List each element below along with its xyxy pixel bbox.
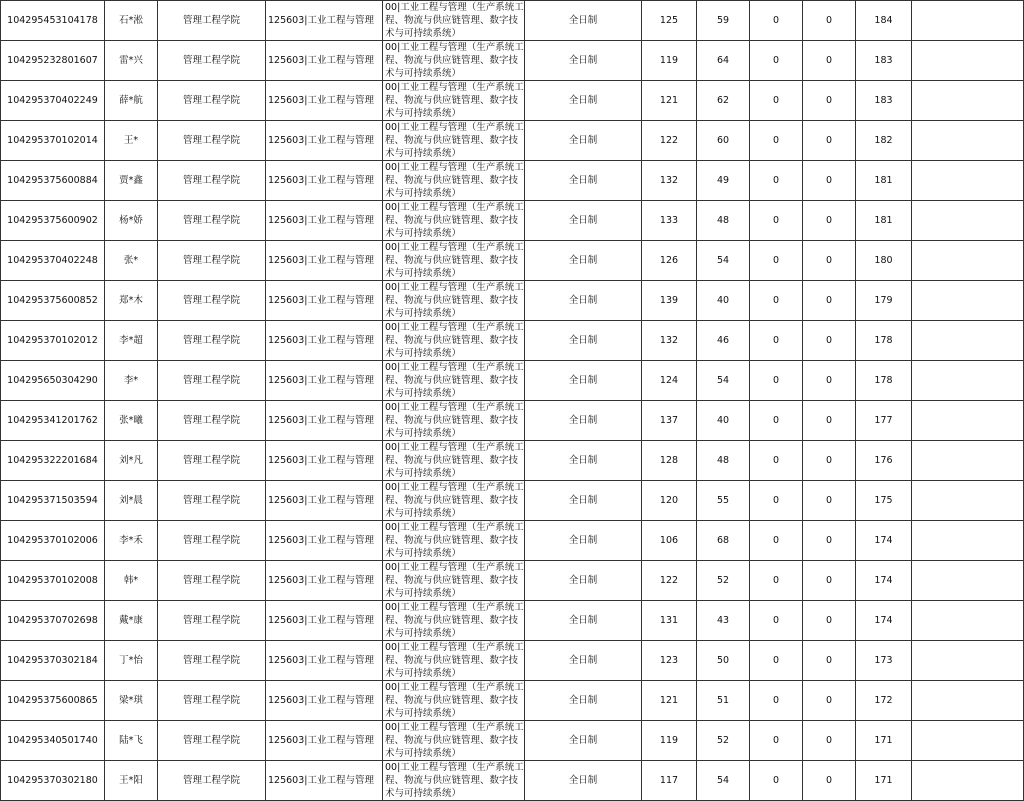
score-4-cell: 0 <box>803 121 856 161</box>
score-2-cell: 64 <box>697 41 750 81</box>
score-3-cell: 0 <box>750 681 803 721</box>
study-mode-cell: 全日制 <box>525 41 642 81</box>
student-name-cell: 丁*怡 <box>105 641 158 681</box>
exam-id-cell: 104295650304290 <box>1 361 105 401</box>
score-3-cell: 0 <box>750 281 803 321</box>
score-2-cell: 59 <box>697 1 750 41</box>
major-cell: 125603|工业工程与管理 <box>266 201 383 241</box>
study-mode-cell: 全日制 <box>525 641 642 681</box>
study-mode-cell: 全日制 <box>525 401 642 441</box>
score-3-cell: 0 <box>750 321 803 361</box>
student-name-cell: 刘*凡 <box>105 441 158 481</box>
college-cell: 管理工程学院 <box>158 561 266 601</box>
total-score-cell: 173 <box>856 641 912 681</box>
research-direction-cell: 00|工业工程与管理（生产系统工程、物流与供应链管理、数字技术与可持续系统） <box>383 161 525 201</box>
score-4-cell: 0 <box>803 321 856 361</box>
study-mode-cell: 全日制 <box>525 681 642 721</box>
score-2-cell: 48 <box>697 201 750 241</box>
remark-cell <box>912 41 1024 81</box>
research-direction-cell: 00|工业工程与管理（生产系统工程、物流与供应链管理、数字技术与可持续系统） <box>383 1 525 41</box>
total-score-cell: 178 <box>856 321 912 361</box>
remark-cell <box>912 281 1024 321</box>
score-1-cell: 122 <box>642 121 697 161</box>
study-mode-cell: 全日制 <box>525 521 642 561</box>
score-2-cell: 43 <box>697 601 750 641</box>
college-cell: 管理工程学院 <box>158 321 266 361</box>
score-2-cell: 54 <box>697 361 750 401</box>
remark-cell <box>912 241 1024 281</box>
research-direction-cell: 00|工业工程与管理（生产系统工程、物流与供应链管理、数字技术与可持续系统） <box>383 41 525 81</box>
score-1-cell: 124 <box>642 361 697 401</box>
student-name-cell: 李*超 <box>105 321 158 361</box>
study-mode-cell: 全日制 <box>525 201 642 241</box>
score-4-cell: 0 <box>803 1 856 41</box>
study-mode-cell: 全日制 <box>525 601 642 641</box>
score-2-cell: 40 <box>697 401 750 441</box>
major-cell: 125603|工业工程与管理 <box>266 41 383 81</box>
score-3-cell: 0 <box>750 241 803 281</box>
major-cell: 125603|工业工程与管理 <box>266 681 383 721</box>
total-score-cell: 183 <box>856 81 912 121</box>
table-body <box>1 1 1024 801</box>
college-cell: 管理工程学院 <box>158 201 266 241</box>
major-cell: 125603|工业工程与管理 <box>266 281 383 321</box>
score-2-cell: 55 <box>697 481 750 521</box>
score-2-cell: 40 <box>697 281 750 321</box>
student-name-cell: 李* <box>105 361 158 401</box>
score-3-cell: 0 <box>750 201 803 241</box>
research-direction-cell: 00|工业工程与管理（生产系统工程、物流与供应链管理、数字技术与可持续系统） <box>383 561 525 601</box>
score-1-cell: 137 <box>642 401 697 441</box>
exam-id-cell: 104295371503594 <box>1 481 105 521</box>
score-4-cell: 0 <box>803 201 856 241</box>
remark-cell <box>912 201 1024 241</box>
student-name-cell: 韩* <box>105 561 158 601</box>
exam-id-cell: 104295375600884 <box>1 161 105 201</box>
total-score-cell: 181 <box>856 161 912 201</box>
score-1-cell: 132 <box>642 161 697 201</box>
total-score-cell: 172 <box>856 681 912 721</box>
exam-id-cell: 104295340501740 <box>1 721 105 761</box>
student-name-cell: 王* <box>105 121 158 161</box>
exam-id-cell: 104295370102006 <box>1 521 105 561</box>
score-1-cell: 139 <box>642 281 697 321</box>
student-name-cell: 张*曦 <box>105 401 158 441</box>
score-1-cell: 125 <box>642 1 697 41</box>
remark-cell <box>912 361 1024 401</box>
table-row <box>1 1 1024 41</box>
table-row <box>1 721 1024 761</box>
total-score-cell: 174 <box>856 601 912 641</box>
research-direction-cell: 00|工业工程与管理（生产系统工程、物流与供应链管理、数字技术与可持续系统） <box>383 281 525 321</box>
major-cell: 125603|工业工程与管理 <box>266 441 383 481</box>
score-2-cell: 54 <box>697 241 750 281</box>
total-score-cell: 181 <box>856 201 912 241</box>
score-2-cell: 52 <box>697 561 750 601</box>
study-mode-cell: 全日制 <box>525 321 642 361</box>
score-3-cell: 0 <box>750 721 803 761</box>
exam-id-cell: 104295370302180 <box>1 761 105 801</box>
score-3-cell: 0 <box>750 1 803 41</box>
total-score-cell: 178 <box>856 361 912 401</box>
remark-cell <box>912 161 1024 201</box>
score-4-cell: 0 <box>803 681 856 721</box>
student-name-cell: 陆*飞 <box>105 721 158 761</box>
research-direction-cell: 00|工业工程与管理（生产系统工程、物流与供应链管理、数字技术与可持续系统） <box>383 321 525 361</box>
total-score-cell: 179 <box>856 281 912 321</box>
total-score-cell: 171 <box>856 761 912 801</box>
score-4-cell: 0 <box>803 361 856 401</box>
total-score-cell: 176 <box>856 441 912 481</box>
score-3-cell: 0 <box>750 121 803 161</box>
total-score-cell: 174 <box>856 561 912 601</box>
score-4-cell: 0 <box>803 721 856 761</box>
research-direction-cell: 00|工业工程与管理（生产系统工程、物流与供应链管理、数字技术与可持续系统） <box>383 81 525 121</box>
score-4-cell: 0 <box>803 481 856 521</box>
remark-cell <box>912 681 1024 721</box>
table-row <box>1 521 1024 561</box>
total-score-cell: 175 <box>856 481 912 521</box>
college-cell: 管理工程学院 <box>158 161 266 201</box>
major-cell: 125603|工业工程与管理 <box>266 521 383 561</box>
study-mode-cell: 全日制 <box>525 121 642 161</box>
remark-cell <box>912 1 1024 41</box>
research-direction-cell: 00|工业工程与管理（生产系统工程、物流与供应链管理、数字技术与可持续系统） <box>383 121 525 161</box>
study-mode-cell: 全日制 <box>525 241 642 281</box>
student-name-cell: 梁*琪 <box>105 681 158 721</box>
remark-cell <box>912 641 1024 681</box>
study-mode-cell: 全日制 <box>525 281 642 321</box>
major-cell: 125603|工业工程与管理 <box>266 1 383 41</box>
score-4-cell: 0 <box>803 441 856 481</box>
total-score-cell: 184 <box>856 1 912 41</box>
student-name-cell: 李*禾 <box>105 521 158 561</box>
college-cell: 管理工程学院 <box>158 721 266 761</box>
exam-id-cell: 104295375600902 <box>1 201 105 241</box>
score-2-cell: 50 <box>697 641 750 681</box>
table-row <box>1 401 1024 441</box>
score-3-cell: 0 <box>750 561 803 601</box>
table-row <box>1 641 1024 681</box>
exam-id-cell: 104295375600852 <box>1 281 105 321</box>
total-score-cell: 174 <box>856 521 912 561</box>
major-cell: 125603|工业工程与管理 <box>266 481 383 521</box>
exam-id-cell: 104295370402248 <box>1 241 105 281</box>
score-1-cell: 121 <box>642 681 697 721</box>
score-4-cell: 0 <box>803 561 856 601</box>
score-3-cell: 0 <box>750 161 803 201</box>
score-3-cell: 0 <box>750 41 803 81</box>
student-name-cell: 贾*鑫 <box>105 161 158 201</box>
college-cell: 管理工程学院 <box>158 641 266 681</box>
major-cell: 125603|工业工程与管理 <box>266 401 383 441</box>
total-score-cell: 183 <box>856 41 912 81</box>
table-row <box>1 761 1024 801</box>
score-2-cell: 49 <box>697 161 750 201</box>
research-direction-cell: 00|工业工程与管理（生产系统工程、物流与供应链管理、数字技术与可持续系统） <box>383 361 525 401</box>
major-cell: 125603|工业工程与管理 <box>266 721 383 761</box>
score-1-cell: 121 <box>642 81 697 121</box>
exam-id-cell: 104295370702698 <box>1 601 105 641</box>
study-mode-cell: 全日制 <box>525 81 642 121</box>
score-2-cell: 62 <box>697 81 750 121</box>
score-4-cell: 0 <box>803 521 856 561</box>
exam-id-cell: 104295370402249 <box>1 81 105 121</box>
score-1-cell: 122 <box>642 561 697 601</box>
table-row <box>1 41 1024 81</box>
remark-cell <box>912 401 1024 441</box>
score-1-cell: 117 <box>642 761 697 801</box>
student-name-cell: 杨*娇 <box>105 201 158 241</box>
score-2-cell: 51 <box>697 681 750 721</box>
study-mode-cell: 全日制 <box>525 481 642 521</box>
college-cell: 管理工程学院 <box>158 521 266 561</box>
research-direction-cell: 00|工业工程与管理（生产系统工程、物流与供应链管理、数字技术与可持续系统） <box>383 601 525 641</box>
table-row <box>1 481 1024 521</box>
student-name-cell: 郑*木 <box>105 281 158 321</box>
score-1-cell: 131 <box>642 601 697 641</box>
remark-cell <box>912 121 1024 161</box>
score-2-cell: 48 <box>697 441 750 481</box>
major-cell: 125603|工业工程与管理 <box>266 641 383 681</box>
table-row <box>1 81 1024 121</box>
table-row <box>1 321 1024 361</box>
exam-id-cell: 104295370102012 <box>1 321 105 361</box>
score-1-cell: 123 <box>642 641 697 681</box>
major-cell: 125603|工业工程与管理 <box>266 241 383 281</box>
score-1-cell: 120 <box>642 481 697 521</box>
score-2-cell: 46 <box>697 321 750 361</box>
exam-id-cell: 104295370102008 <box>1 561 105 601</box>
score-1-cell: 119 <box>642 41 697 81</box>
student-name-cell: 石*淞 <box>105 1 158 41</box>
research-direction-cell: 00|工业工程与管理（生产系统工程、物流与供应链管理、数字技术与可持续系统） <box>383 521 525 561</box>
student-name-cell: 戴*康 <box>105 601 158 641</box>
total-score-cell: 177 <box>856 401 912 441</box>
major-cell: 125603|工业工程与管理 <box>266 761 383 801</box>
score-3-cell: 0 <box>750 521 803 561</box>
college-cell: 管理工程学院 <box>158 601 266 641</box>
college-cell: 管理工程学院 <box>158 121 266 161</box>
research-direction-cell: 00|工业工程与管理（生产系统工程、物流与供应链管理、数字技术与可持续系统） <box>383 761 525 801</box>
college-cell: 管理工程学院 <box>158 281 266 321</box>
student-name-cell: 雷*兴 <box>105 41 158 81</box>
college-cell: 管理工程学院 <box>158 681 266 721</box>
score-2-cell: 52 <box>697 721 750 761</box>
table-row <box>1 201 1024 241</box>
score-4-cell: 0 <box>803 241 856 281</box>
score-3-cell: 0 <box>750 481 803 521</box>
exam-id-cell: 104295322201684 <box>1 441 105 481</box>
score-4-cell: 0 <box>803 81 856 121</box>
remark-cell <box>912 761 1024 801</box>
major-cell: 125603|工业工程与管理 <box>266 121 383 161</box>
study-mode-cell: 全日制 <box>525 161 642 201</box>
college-cell: 管理工程学院 <box>158 761 266 801</box>
score-2-cell: 68 <box>697 521 750 561</box>
score-1-cell: 132 <box>642 321 697 361</box>
score-1-cell: 119 <box>642 721 697 761</box>
table-row <box>1 361 1024 401</box>
study-mode-cell: 全日制 <box>525 1 642 41</box>
exam-id-cell: 104295370302184 <box>1 641 105 681</box>
table-row <box>1 601 1024 641</box>
study-mode-cell: 全日制 <box>525 721 642 761</box>
research-direction-cell: 00|工业工程与管理（生产系统工程、物流与供应链管理、数字技术与可持续系统） <box>383 481 525 521</box>
score-3-cell: 0 <box>750 81 803 121</box>
table-row <box>1 681 1024 721</box>
remark-cell <box>912 521 1024 561</box>
college-cell: 管理工程学院 <box>158 41 266 81</box>
major-cell: 125603|工业工程与管理 <box>266 361 383 401</box>
score-4-cell: 0 <box>803 641 856 681</box>
major-cell: 125603|工业工程与管理 <box>266 81 383 121</box>
score-4-cell: 0 <box>803 601 856 641</box>
score-2-cell: 60 <box>697 121 750 161</box>
research-direction-cell: 00|工业工程与管理（生产系统工程、物流与供应链管理、数字技术与可持续系统） <box>383 441 525 481</box>
remark-cell <box>912 81 1024 121</box>
total-score-cell: 180 <box>856 241 912 281</box>
table-row <box>1 441 1024 481</box>
exam-id-cell: 104295375600865 <box>1 681 105 721</box>
college-cell: 管理工程学院 <box>158 1 266 41</box>
research-direction-cell: 00|工业工程与管理（生产系统工程、物流与供应链管理、数字技术与可持续系统） <box>383 401 525 441</box>
total-score-cell: 171 <box>856 721 912 761</box>
exam-id-cell: 104295232801607 <box>1 41 105 81</box>
score-3-cell: 0 <box>750 441 803 481</box>
score-2-cell: 54 <box>697 761 750 801</box>
college-cell: 管理工程学院 <box>158 361 266 401</box>
score-3-cell: 0 <box>750 401 803 441</box>
remark-cell <box>912 721 1024 761</box>
major-cell: 125603|工业工程与管理 <box>266 601 383 641</box>
exam-id-cell: 104295370102014 <box>1 121 105 161</box>
score-4-cell: 0 <box>803 41 856 81</box>
remark-cell <box>912 321 1024 361</box>
score-3-cell: 0 <box>750 361 803 401</box>
table-row <box>1 161 1024 201</box>
research-direction-cell: 00|工业工程与管理（生产系统工程、物流与供应链管理、数字技术与可持续系统） <box>383 241 525 281</box>
research-direction-cell: 00|工业工程与管理（生产系统工程、物流与供应链管理、数字技术与可持续系统） <box>383 721 525 761</box>
college-cell: 管理工程学院 <box>158 81 266 121</box>
college-cell: 管理工程学院 <box>158 441 266 481</box>
major-cell: 125603|工业工程与管理 <box>266 161 383 201</box>
score-3-cell: 0 <box>750 761 803 801</box>
student-name-cell: 王*阳 <box>105 761 158 801</box>
score-3-cell: 0 <box>750 601 803 641</box>
score-1-cell: 128 <box>642 441 697 481</box>
study-mode-cell: 全日制 <box>525 441 642 481</box>
remark-cell <box>912 601 1024 641</box>
table-row <box>1 241 1024 281</box>
research-direction-cell: 00|工业工程与管理（生产系统工程、物流与供应链管理、数字技术与可持续系统） <box>383 681 525 721</box>
total-score-cell: 182 <box>856 121 912 161</box>
score-3-cell: 0 <box>750 641 803 681</box>
college-cell: 管理工程学院 <box>158 481 266 521</box>
exam-id-cell: 104295341201762 <box>1 401 105 441</box>
research-direction-cell: 00|工业工程与管理（生产系统工程、物流与供应链管理、数字技术与可持续系统） <box>383 641 525 681</box>
score-4-cell: 0 <box>803 161 856 201</box>
student-name-cell: 刘*晨 <box>105 481 158 521</box>
table-row <box>1 561 1024 601</box>
score-4-cell: 0 <box>803 401 856 441</box>
score-4-cell: 0 <box>803 281 856 321</box>
college-cell: 管理工程学院 <box>158 401 266 441</box>
college-cell: 管理工程学院 <box>158 241 266 281</box>
score-4-cell: 0 <box>803 761 856 801</box>
exam-id-cell: 104295453104178 <box>1 1 105 41</box>
remark-cell <box>912 561 1024 601</box>
major-cell: 125603|工业工程与管理 <box>266 561 383 601</box>
remark-cell <box>912 441 1024 481</box>
table-row <box>1 281 1024 321</box>
research-direction-cell: 00|工业工程与管理（生产系统工程、物流与供应链管理、数字技术与可持续系统） <box>383 201 525 241</box>
remark-cell <box>912 481 1024 521</box>
score-1-cell: 133 <box>642 201 697 241</box>
major-cell: 125603|工业工程与管理 <box>266 321 383 361</box>
score-1-cell: 126 <box>642 241 697 281</box>
score-1-cell: 106 <box>642 521 697 561</box>
study-mode-cell: 全日制 <box>525 361 642 401</box>
study-mode-cell: 全日制 <box>525 561 642 601</box>
table-row <box>1 121 1024 161</box>
student-name-cell: 张* <box>105 241 158 281</box>
study-mode-cell: 全日制 <box>525 761 642 801</box>
student-name-cell: 薛*航 <box>105 81 158 121</box>
